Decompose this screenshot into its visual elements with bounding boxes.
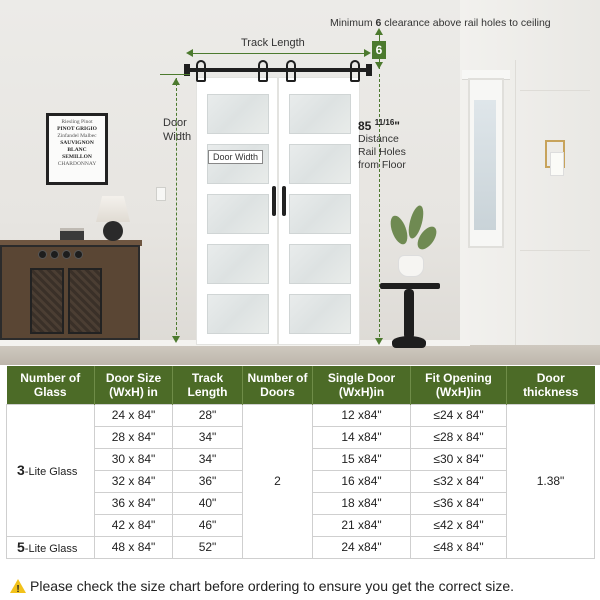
- arrow-down-icon: [375, 338, 383, 345]
- glass-pane: [289, 144, 351, 184]
- arrow-right-icon: [364, 49, 371, 57]
- cell-door-size: 30 x 84": [95, 448, 173, 470]
- cell-single-door: 16 x84": [313, 470, 411, 492]
- rail-height-fraction: 11/16: [374, 118, 395, 127]
- rail-height-number: 85: [358, 119, 372, 133]
- barn-door-right: [278, 77, 360, 345]
- header-door-thickness: Door thickness: [507, 366, 595, 404]
- glass-pane: [289, 194, 351, 234]
- lamp-base: [103, 221, 123, 241]
- rail-stop: [366, 64, 372, 76]
- header-track-length: Track Length: [173, 366, 243, 404]
- cell-fit-opening: ≤30 x 84": [411, 448, 507, 470]
- group-label-5-lite: [7, 536, 95, 558]
- header-number-of-doors: Number of Doors: [243, 366, 313, 404]
- wall-panel-line: [515, 60, 516, 345]
- glass-pane: [207, 94, 269, 134]
- group-number: 5: [17, 539, 25, 555]
- track-length-dim-line: [190, 53, 368, 54]
- wine-bottle-icon: [50, 250, 59, 259]
- cell-door-size: 28 x 84": [95, 426, 173, 448]
- cell-single-door: 15 x84": [313, 448, 411, 470]
- cell-number-of-doors: 2: [243, 404, 313, 558]
- door-width-inner-label: Door Width: [208, 150, 263, 164]
- clearance-prefix: Minimum: [330, 17, 373, 29]
- warning-triangle-icon: [10, 579, 26, 593]
- header-number-of-glass: Number of Glass: [7, 366, 95, 404]
- cell-door-size: 48 x 84": [95, 536, 173, 558]
- cell-single-door: 12 x84": [313, 404, 411, 426]
- poster-line: SEMILLON: [62, 154, 92, 160]
- cabinet-door: [68, 268, 102, 334]
- wine-bottle-icon: [74, 250, 83, 259]
- table-lamp-icon: [96, 196, 130, 222]
- cell-fit-opening: ≤32 x 84": [411, 470, 507, 492]
- arrow-up-icon: [375, 28, 383, 35]
- door-height-dashed-line: [176, 78, 177, 340]
- clearance-suffix: clearance above rail holes to ceiling: [384, 17, 551, 29]
- cell-fit-opening: ≤24 x 84": [411, 404, 507, 426]
- wall-panel-line: [520, 250, 590, 251]
- header-single-door: Single Door (WxH)in: [313, 366, 411, 404]
- sconce-shade: [550, 152, 564, 176]
- stacked-books: [60, 228, 84, 240]
- rail-hanger-icon: [258, 60, 268, 82]
- glass-pane: [289, 94, 351, 134]
- cell-track: 36": [173, 470, 243, 492]
- group-label-3-lite: [7, 404, 95, 536]
- header-door-size: Door Size (WxH) in: [95, 366, 173, 404]
- poster-line: Riesling Pinot: [61, 119, 93, 125]
- door-width-dim-line: [160, 74, 190, 75]
- cell-door-size: 36 x 84": [95, 492, 173, 514]
- rail-height-dashed-line: [379, 74, 380, 342]
- light-switch: [156, 187, 166, 201]
- side-table-stem: [404, 289, 414, 339]
- glass-pane: [207, 294, 269, 334]
- arrow-down-icon: [172, 336, 180, 343]
- group-number: 3: [17, 462, 25, 478]
- rail-height-line: Distance: [358, 133, 399, 145]
- rail-hanger-icon: [286, 60, 296, 82]
- rail-height-line: Rail Holes: [358, 146, 406, 158]
- track-length-label: Track Length: [241, 37, 305, 49]
- cell-fit-opening: ≤28 x 84": [411, 426, 507, 448]
- side-table-foot: [392, 336, 426, 348]
- wine-bottle-icon: [62, 250, 71, 259]
- cell-track: 46": [173, 514, 243, 536]
- glass-pane: [289, 294, 351, 334]
- plant-pot: [398, 255, 424, 277]
- cabinet-door: [30, 268, 64, 334]
- rail-hanger-icon: [350, 60, 360, 82]
- size-chart-table: [6, 366, 595, 559]
- cell-door-thickness: 1.38": [507, 404, 595, 558]
- cell-track: 28": [173, 404, 243, 426]
- cell-single-door: 21 x84": [313, 514, 411, 536]
- cell-door-size: 32 x 84": [95, 470, 173, 492]
- poster-line: SAUVIGNON BLANC: [60, 140, 94, 153]
- size-warning: [10, 577, 595, 595]
- table-row: [7, 404, 595, 426]
- door-width-outer-label-2: Width: [163, 131, 192, 143]
- wine-poster: [46, 113, 108, 185]
- poster-line: PINOT GRIGIO: [57, 126, 97, 132]
- table-header-row: [7, 366, 595, 404]
- cell-track: 52": [173, 536, 243, 558]
- cell-fit-opening: ≤48 x 84": [411, 536, 507, 558]
- cell-track: 34": [173, 448, 243, 470]
- arrow-up-icon: [172, 78, 180, 85]
- arrow-down-icon: [375, 62, 383, 69]
- glass-pane: [207, 244, 269, 284]
- rail-height-unit: ": [394, 119, 400, 133]
- barn-door-left: [196, 77, 278, 345]
- rail-hanger-icon: [196, 60, 206, 82]
- clearance-note: [330, 16, 551, 30]
- cell-single-door: 18 x84": [313, 492, 411, 514]
- arrow-left-icon: [186, 49, 193, 57]
- warning-text: Please check the size chart before ordering to ensure you get the correct size.: [30, 578, 515, 594]
- floor: [0, 345, 600, 365]
- poster-line: Zinfandel Malbec: [57, 133, 97, 139]
- header-fit-opening: Fit Opening (WxH)in: [411, 366, 507, 404]
- window-glass: [474, 100, 496, 230]
- rail-height-value: [358, 118, 400, 133]
- rail-height-line: from Floor: [358, 159, 406, 171]
- group-text: -Lite Glass: [24, 543, 78, 555]
- clearance-value: 6: [375, 17, 382, 29]
- wine-bottle-icon: [38, 250, 47, 259]
- rail-height-description: [358, 133, 406, 172]
- poster-line: CHARDONNAY: [57, 161, 97, 167]
- cell-fit-opening: ≤36 x 84": [411, 492, 507, 514]
- door-handle: [272, 186, 276, 216]
- cell-track: 34": [173, 426, 243, 448]
- wall-panel-line: [520, 90, 590, 91]
- sliding-rail: [184, 68, 372, 72]
- glass-pane: [289, 244, 351, 284]
- cell-door-size: 24 x 84": [95, 404, 173, 426]
- clearance-badge: 6: [372, 41, 386, 59]
- cell-single-door: 24 x84": [313, 536, 411, 558]
- group-text: -Lite Glass: [24, 466, 78, 478]
- plant-leaf: [387, 214, 410, 247]
- cell-fit-opening: ≤42 x 84": [411, 514, 507, 536]
- glass-pane: [207, 194, 269, 234]
- cell-door-size: 42 x 84": [95, 514, 173, 536]
- cell-track: 40": [173, 492, 243, 514]
- door-handle: [282, 186, 286, 216]
- door-width-outer-label-1: Door: [163, 117, 187, 129]
- cell-single-door: 14 x84": [313, 426, 411, 448]
